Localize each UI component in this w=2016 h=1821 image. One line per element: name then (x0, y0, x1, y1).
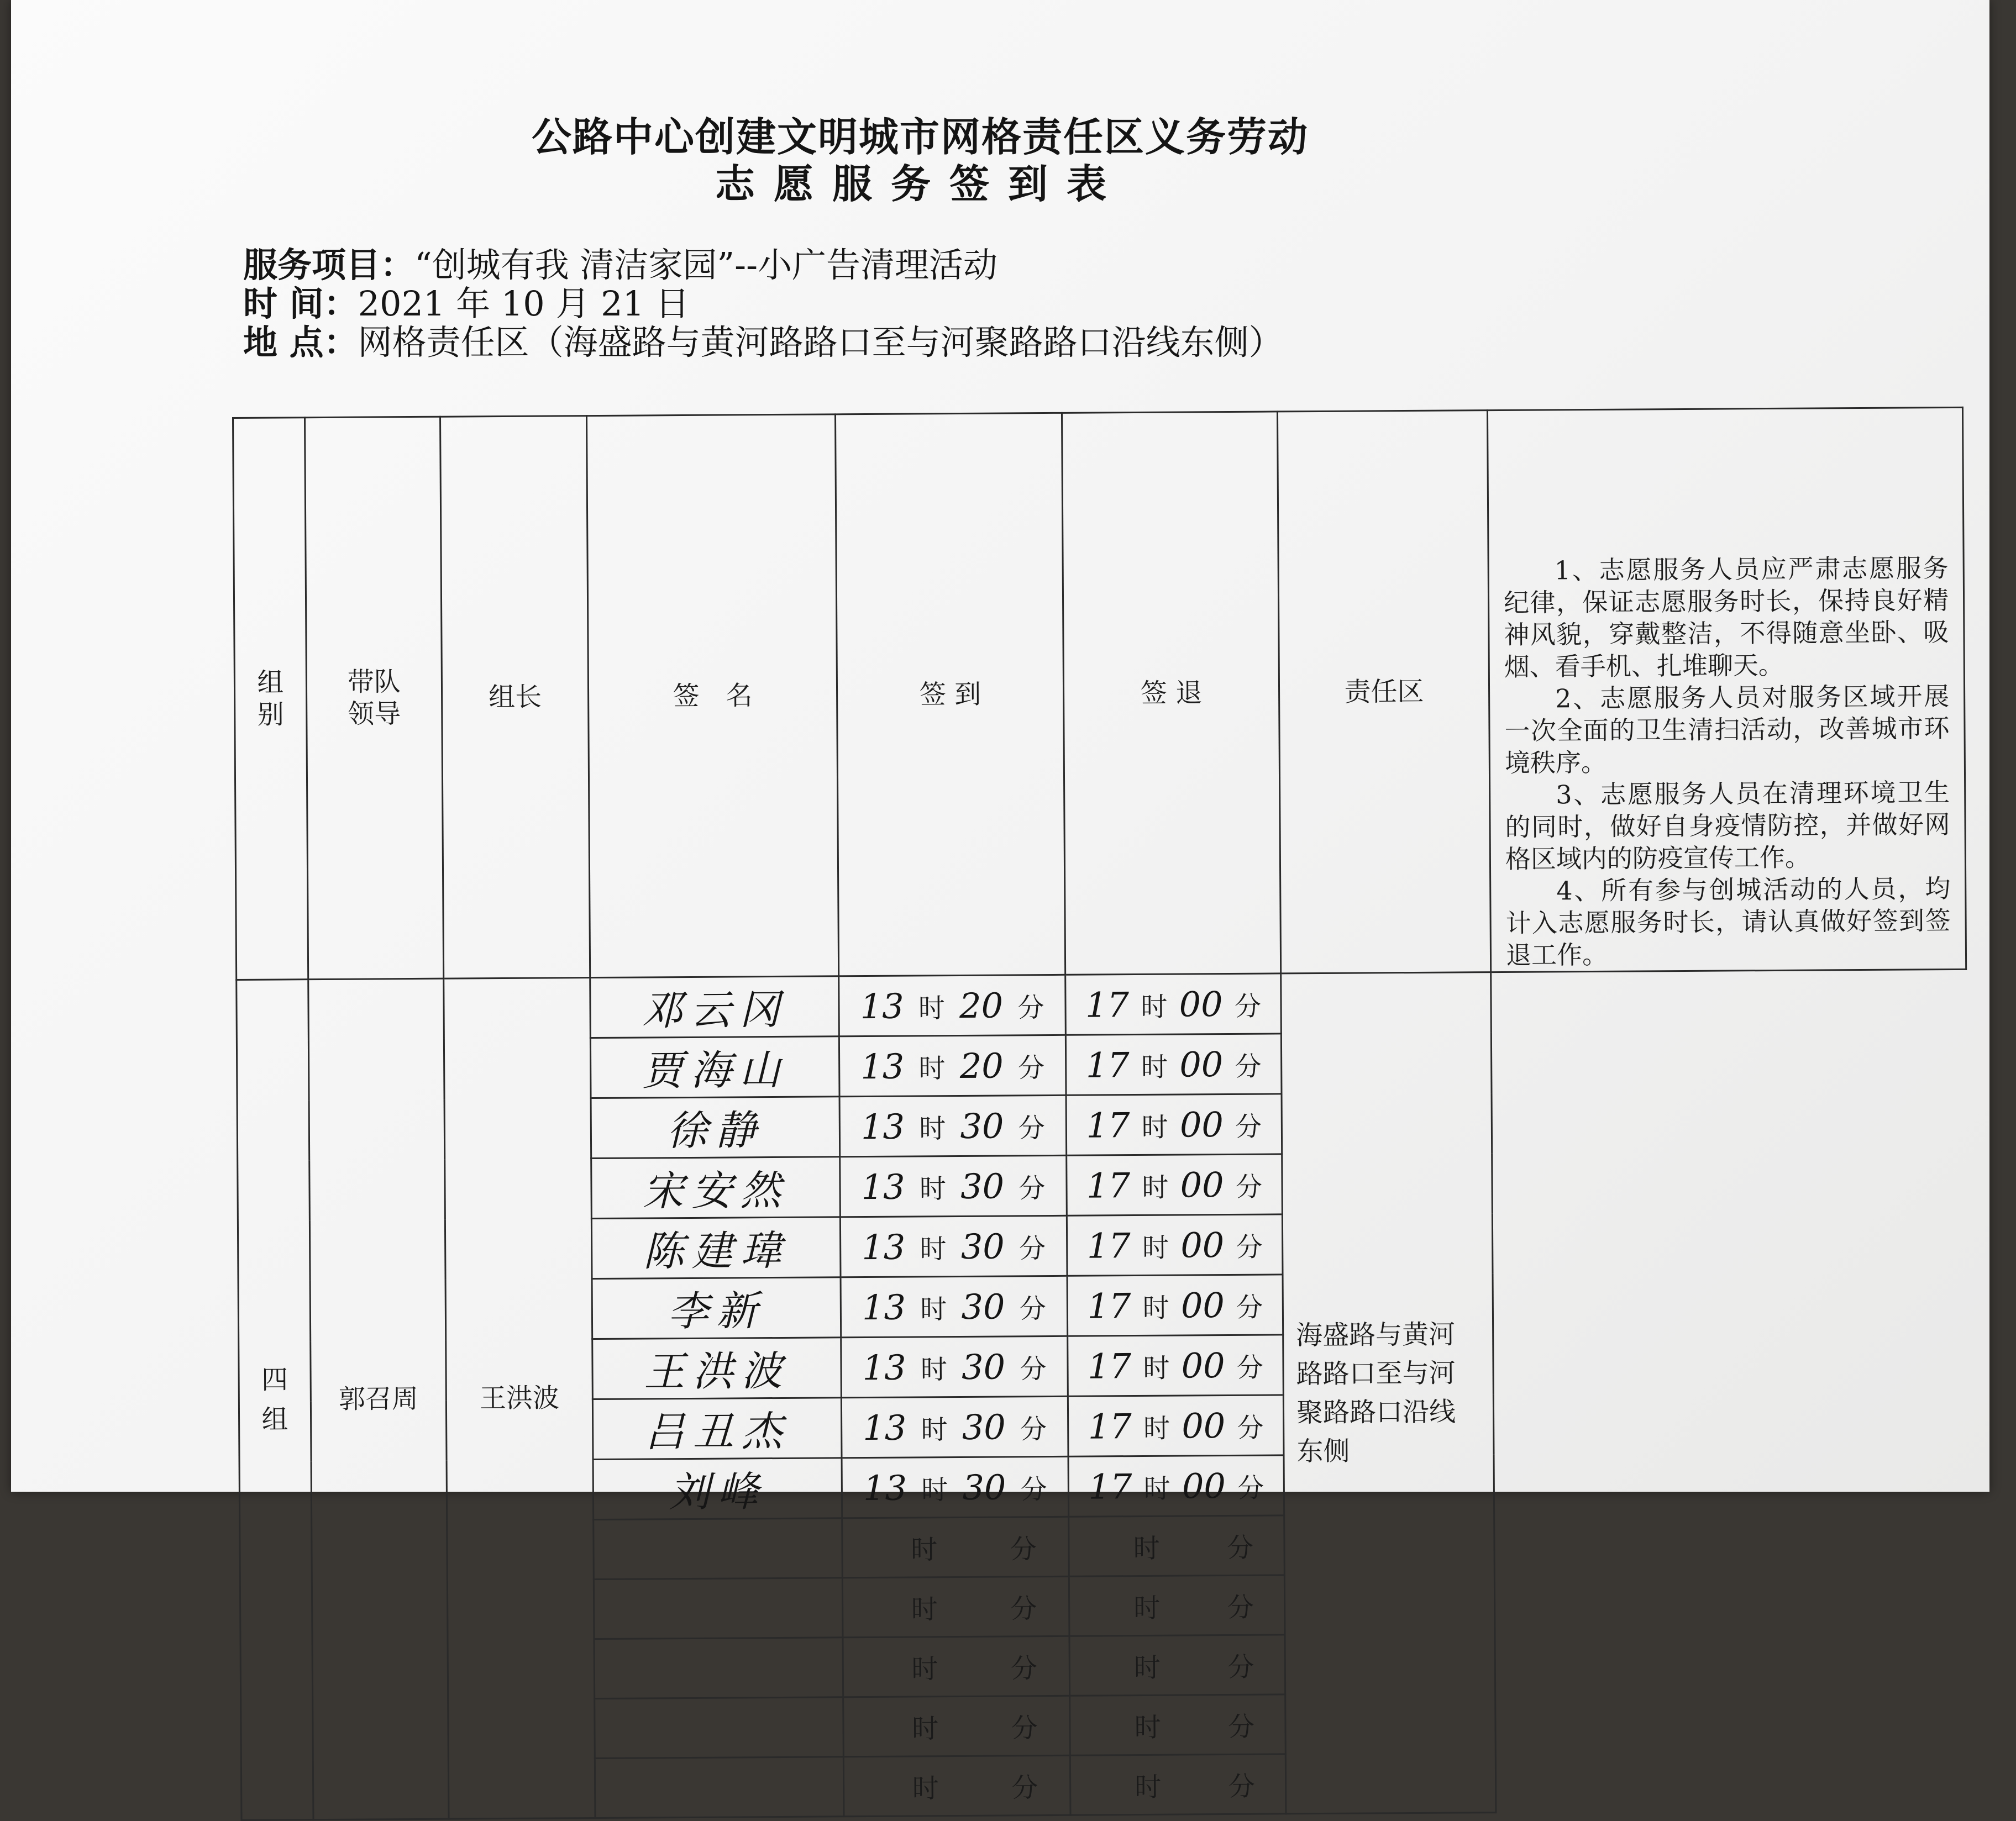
header-zone: 责任区 (1277, 410, 1490, 973)
checkin-cell (839, 1035, 1066, 1097)
minute-unit: 分 (1236, 1292, 1263, 1323)
checkout-minute: 00 (1180, 1285, 1225, 1326)
hour-unit: 时 (1133, 1652, 1161, 1684)
sign-cell (594, 1578, 843, 1639)
rule-3: 3、志愿服务人员在清理环境卫生的同时，做好自身疫情防控，并做好网格区域内的防疫宣传工作。 (1505, 777, 1950, 874)
signature: 宋安然 (642, 1166, 789, 1215)
minute-unit: 分 (1019, 1293, 1046, 1324)
sign-in-sheet (11, 0, 1989, 1804)
checkin-hour: 13 (862, 1347, 906, 1388)
checkout-cell (1066, 1094, 1282, 1155)
checkout-hour: 17 (1088, 1406, 1132, 1447)
hour-unit: 时 (918, 992, 946, 1024)
hour-unit: 时 (1141, 1112, 1168, 1143)
service-project-label: 服务项目： (243, 245, 415, 285)
checkout-cell (1068, 1455, 1284, 1517)
checkin-hour: 13 (862, 1287, 906, 1328)
hour-unit: 时 (1142, 1232, 1169, 1264)
sign-cell (592, 1338, 842, 1399)
checkout-hour: 17 (1088, 1466, 1132, 1507)
checkin-cell (842, 1576, 1069, 1638)
hour-unit: 时 (911, 1594, 938, 1625)
minute-unit: 分 (1019, 1172, 1046, 1204)
sign-cell (590, 1036, 839, 1098)
checkout-cell (1070, 1694, 1286, 1755)
checkout-minute: 00 (1179, 1104, 1224, 1145)
time-label: 时 间： (243, 283, 358, 324)
minute-unit: 分 (1227, 1651, 1254, 1683)
checkin-hour: 13 (863, 1407, 907, 1448)
sign-cell (590, 976, 839, 1038)
minute-unit: 分 (1010, 1534, 1037, 1565)
hour-unit: 时 (919, 1113, 946, 1144)
checkin-cell (841, 1336, 1068, 1398)
sign-cell (591, 1217, 841, 1279)
checkout-hour: 17 (1087, 1285, 1131, 1327)
minute-unit: 分 (1237, 1472, 1264, 1504)
place-line (243, 315, 1283, 364)
header-captain: 组长 (440, 416, 590, 979)
checkin-hour: 13 (861, 1166, 905, 1207)
hour-unit: 时 (921, 1474, 948, 1506)
signature: 李新 (668, 1287, 765, 1336)
signature: 王洪波 (643, 1347, 790, 1396)
checkin-cell (843, 1755, 1070, 1817)
checkin-hour: 13 (862, 1227, 906, 1267)
signature: 吕丑杰 (644, 1407, 790, 1456)
sign-cell (591, 1097, 840, 1159)
hour-unit: 时 (1143, 1413, 1170, 1444)
table-body (237, 969, 1971, 1820)
captain-cell: 王洪波 (444, 978, 595, 1819)
checkout-minute: 00 (1179, 1044, 1224, 1085)
checkout-minute: 00 (1181, 1345, 1225, 1386)
minute-unit: 分 (1236, 1231, 1263, 1263)
minute-unit: 分 (1020, 1473, 1047, 1505)
checkout-cell (1069, 1575, 1285, 1636)
minute-unit: 分 (1227, 1592, 1254, 1624)
checkout-cell (1068, 1395, 1284, 1456)
time-value: 2021 年 10 月 21 日 (358, 283, 690, 324)
sign-cell (595, 1757, 844, 1818)
minute-unit: 分 (1235, 1171, 1263, 1203)
checkin-minute: 30 (960, 1105, 1004, 1146)
checkout-hour: 17 (1085, 984, 1130, 1025)
checkout-minute: 00 (1180, 1164, 1224, 1206)
checkin-hour: 13 (860, 986, 904, 1027)
checkout-cell (1068, 1335, 1284, 1396)
minute-unit: 分 (1018, 1112, 1045, 1144)
checkout-cell (1067, 1154, 1283, 1215)
hour-unit: 时 (1134, 1712, 1161, 1744)
minute-unit: 分 (1227, 1711, 1255, 1743)
hour-unit: 时 (1133, 1592, 1161, 1624)
rules-cell (1487, 407, 1966, 972)
header-leader: 带队 领导 (305, 417, 444, 979)
checkin-minute: 30 (961, 1346, 1006, 1387)
hour-unit: 时 (1142, 1292, 1169, 1324)
checkin-hour: 13 (863, 1467, 907, 1508)
hour-unit: 时 (920, 1233, 947, 1265)
place-label: 地 点： (243, 322, 358, 362)
checkout-cell (1070, 1754, 1286, 1815)
hour-unit: 时 (918, 1052, 946, 1084)
rule-1: 1、志愿服务人员应严肃志愿服务纪律，保证志愿服务时长，保持良好精神风貌，穿戴整洁，不得随意坐卧、吸烟、看手机、扎堆聊天。 (1503, 553, 1949, 682)
checkin-cell (839, 1095, 1067, 1157)
checkout-cell (1067, 1275, 1283, 1336)
sign-cell (595, 1697, 844, 1759)
checkin-minute: 20 (959, 1045, 1004, 1086)
checkout-hour: 17 (1087, 1345, 1132, 1387)
checkout-hour: 17 (1086, 1104, 1130, 1146)
checkout-hour: 17 (1086, 1225, 1131, 1266)
hour-unit: 时 (911, 1713, 939, 1745)
zone-cell: 海盛路与黄河路路口至与河聚路路口沿线东侧 (1281, 972, 1496, 1814)
checkin-cell (841, 1396, 1068, 1458)
checkout-minute: 00 (1182, 1465, 1226, 1507)
minute-unit: 分 (1011, 1713, 1038, 1744)
sign-cell (593, 1458, 842, 1520)
checkout-cell (1065, 1034, 1282, 1095)
hour-unit: 时 (1141, 991, 1168, 1023)
minute-unit: 分 (1235, 1111, 1262, 1143)
minute-unit: 分 (1226, 1532, 1254, 1564)
rule-2: 2、志愿服务人员对服务区域开展一次全面的卫生清扫活动，改善城市环境秩序。 (1504, 681, 1950, 778)
checkin-cell (840, 1155, 1067, 1217)
checkin-cell (841, 1276, 1068, 1338)
checkout-cell (1069, 1635, 1285, 1696)
minute-unit: 分 (1235, 1051, 1262, 1082)
minute-unit: 分 (1017, 1052, 1045, 1083)
checkout-cell (1067, 1214, 1283, 1276)
hour-unit: 时 (920, 1293, 947, 1325)
hour-unit: 时 (1133, 1533, 1160, 1565)
header-checkin: 签 到 (835, 413, 1065, 976)
hour-unit: 时 (921, 1414, 948, 1445)
minute-unit: 分 (1017, 992, 1044, 1023)
header-sign: 签 名 (586, 414, 838, 978)
signature: 陈建瑋 (643, 1227, 789, 1276)
header-group: 组 别 (233, 418, 308, 980)
minute-unit: 分 (1010, 1593, 1037, 1625)
checkout-minute: 00 (1179, 983, 1223, 1025)
hour-unit: 时 (920, 1354, 948, 1385)
hour-unit: 时 (1141, 1051, 1168, 1083)
checkin-minute: 30 (960, 1165, 1005, 1207)
sheet-subtitle: 志愿服务签到表 (715, 161, 1125, 207)
leader-cell: 郭召周 (308, 978, 449, 1819)
signature: 刘峰 (669, 1468, 767, 1517)
checkin-minute: 30 (961, 1286, 1005, 1327)
checkin-hour: 13 (860, 1106, 905, 1147)
checkin-cell (842, 1517, 1069, 1578)
minute-unit: 分 (1228, 1771, 1255, 1803)
service-project-value: “创城有我 清洁家园”--小广告清理活动 (414, 245, 998, 285)
hour-unit: 时 (910, 1534, 938, 1566)
hour-unit: 时 (1143, 1473, 1170, 1504)
table-row (237, 969, 1967, 1040)
checkin-minute: 30 (962, 1406, 1006, 1448)
checkin-minute: 30 (962, 1466, 1006, 1508)
hour-unit: 时 (911, 1654, 938, 1685)
minute-unit: 分 (1234, 991, 1262, 1022)
minute-unit: 分 (1020, 1353, 1047, 1385)
checkin-cell (839, 975, 1066, 1036)
hour-unit: 时 (912, 1773, 939, 1804)
header-checkout: 签 退 (1062, 412, 1280, 975)
checkin-cell (843, 1636, 1070, 1697)
place-value: 网格责任区（海盛路与黄河路路口至与河聚路路口沿线东侧） (358, 322, 1283, 362)
sign-cell (592, 1277, 841, 1339)
hour-unit: 时 (1143, 1352, 1170, 1384)
checkout-cell (1069, 1515, 1285, 1576)
minute-unit: 分 (1020, 1413, 1047, 1445)
rule-4: 4、所有参与创城活动的人员，均计入志愿服务时长，请认真做好签到签退工作。 (1505, 873, 1951, 970)
hour-unit: 时 (1135, 1771, 1162, 1803)
checkout-hour: 17 (1086, 1165, 1131, 1206)
sheet-title: 公路中心创建文明城市网格责任区义务劳动 (531, 114, 1309, 160)
sign-cell (592, 1398, 842, 1460)
checkout-cell (1065, 973, 1282, 1035)
checkout-hour: 17 (1085, 1044, 1130, 1086)
attendance-table (232, 407, 1972, 1821)
sign-cell (594, 1638, 843, 1699)
group-cell: 四 组 (237, 980, 313, 1820)
signature: 邓云冈 (641, 986, 788, 1035)
signature: 贾海山 (642, 1046, 789, 1095)
checkin-minute: 30 (960, 1225, 1005, 1267)
sign-cell (591, 1157, 841, 1219)
header-row (233, 407, 1966, 980)
checkin-hour: 13 (860, 1046, 905, 1087)
checkin-cell (842, 1456, 1069, 1518)
sign-cell (594, 1518, 843, 1580)
checkout-minute: 00 (1180, 1224, 1225, 1266)
minute-unit: 分 (1019, 1233, 1046, 1264)
checkin-minute: 20 (959, 985, 1004, 1026)
checkin-cell (840, 1215, 1067, 1277)
hour-unit: 时 (919, 1173, 947, 1204)
signature: 徐静 (666, 1107, 764, 1155)
checkin-cell (843, 1696, 1070, 1757)
minute-unit: 分 (1011, 1772, 1038, 1804)
minute-unit: 分 (1010, 1653, 1038, 1685)
checkout-minute: 00 (1182, 1405, 1226, 1446)
minute-unit: 分 (1237, 1412, 1264, 1444)
minute-unit: 分 (1236, 1352, 1264, 1383)
hour-unit: 时 (1142, 1172, 1169, 1203)
